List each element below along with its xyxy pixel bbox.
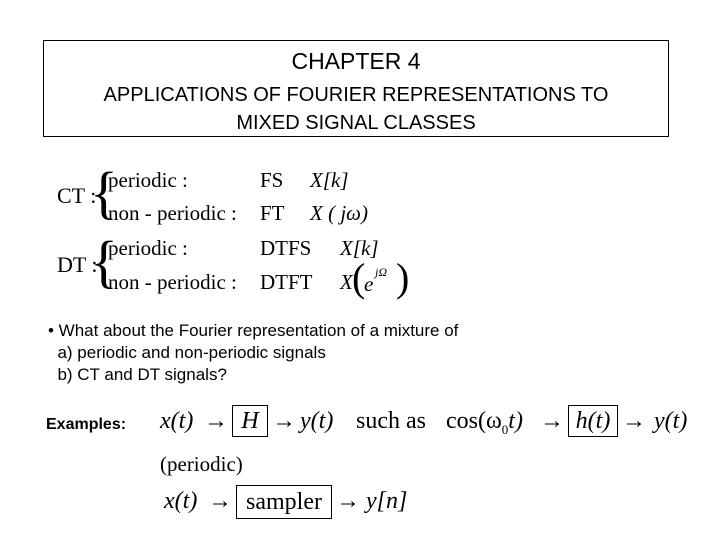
question-item-a: a) periodic and non-periodic signals <box>48 343 326 362</box>
question-line: • What about the Fourier representation of a mixture of <box>48 321 459 340</box>
row-rep: FT <box>260 201 285 225</box>
dtft-paren-open-icon: ( <box>352 255 366 300</box>
subtitle-line-2: MIXED SIGNAL CLASSES <box>236 112 476 134</box>
chapter-heading: CHAPTER 4 <box>291 48 421 74</box>
row-symbol: X <box>340 270 353 294</box>
dtft-arg-base: e <box>364 272 374 296</box>
arrow-icon: → <box>622 408 646 434</box>
dtft-paren-close-icon: ) <box>396 255 410 300</box>
mixture-question <box>48 320 458 386</box>
ex2-input-subscript: 0 <box>501 421 509 437</box>
ct-brace-icon: { <box>90 160 118 225</box>
question-item-b: b) CT and DT signals? <box>48 365 227 384</box>
ex3-input: x(t) <box>164 488 198 514</box>
arrow-icon: → <box>540 408 564 434</box>
chapter-subtitle <box>44 81 668 137</box>
ex1-input: x(t) <box>160 408 194 434</box>
ex3-output: y[n] <box>366 488 408 514</box>
such-as-text: such as <box>356 408 426 434</box>
periodic-note: (periodic) <box>160 452 243 476</box>
row-rep: DTFT <box>260 270 313 294</box>
row-kind: periodic : <box>108 168 188 192</box>
arrow-icon: → <box>204 408 228 434</box>
ex2-system-box: h(t) <box>568 405 618 437</box>
chapter-title-box <box>43 40 669 137</box>
ex2-input-end: t) <box>508 408 523 434</box>
row-kind: non - periodic : <box>108 270 237 294</box>
arrow-icon: → <box>272 408 296 434</box>
row-symbol: X[k] <box>310 168 349 192</box>
row-kind: non - periodic : <box>108 201 237 225</box>
arrow-icon: → <box>208 488 232 514</box>
row-symbol: X[k] <box>340 236 379 260</box>
ex2-input <box>446 408 523 438</box>
ex1-output: y(t) <box>300 408 334 434</box>
arrow-icon: → <box>336 488 360 514</box>
ex2-output: y(t) <box>654 408 688 434</box>
examples-label: Examples: <box>46 416 127 433</box>
dtft-arg-exponent: jΩ <box>375 265 388 279</box>
ct-label: CT : <box>57 183 97 208</box>
row-rep: FS <box>260 168 284 192</box>
row-rep: DTFS <box>260 236 312 260</box>
row-symbol: X ( jω) <box>310 201 368 225</box>
row-kind: periodic : <box>108 236 188 260</box>
dt-label: DT : <box>57 252 98 277</box>
ex1-system-box: H <box>232 405 268 437</box>
ex2-input-text: cos(ω <box>446 408 502 434</box>
dt-brace-icon: { <box>90 229 118 294</box>
subtitle-line-1: APPLICATIONS OF FOURIER REPRESENTATIONS TO <box>103 84 609 106</box>
ex3-system-box: sampler <box>236 485 332 519</box>
